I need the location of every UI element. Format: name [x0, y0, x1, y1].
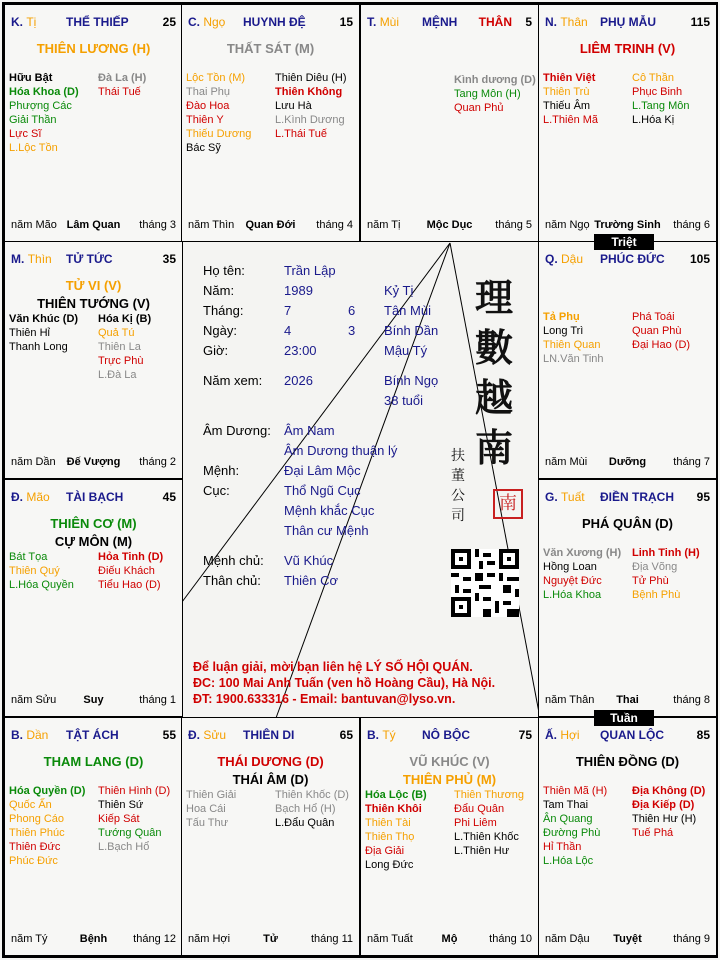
star: Thiên Đức	[9, 841, 61, 853]
palace-can: B.	[367, 728, 379, 742]
star: Hóa Quyền (D)	[9, 785, 86, 797]
palace-year: năm Dậu	[545, 933, 590, 945]
main-star: THÁI ÂM (D)	[232, 772, 309, 787]
palace-stage: Dưỡng	[608, 456, 647, 468]
left-stars	[365, 788, 427, 872]
main-star: PHÁ QUÂN (D)	[582, 516, 673, 531]
star: Phi Liêm	[454, 817, 497, 829]
palace-header	[11, 252, 176, 268]
star: Thiên Quan	[543, 339, 601, 351]
palace-number: 85	[696, 728, 710, 742]
palace-month: tháng 8	[673, 694, 710, 706]
view-year-value: 2026	[284, 373, 313, 388]
star: Tướng Quân	[98, 827, 162, 839]
palace-dau	[538, 241, 717, 479]
star: Trực Phù	[98, 355, 144, 367]
palace-thin	[4, 241, 183, 479]
palace-name: TỬ TỨC	[66, 252, 113, 266]
cuc-relation: Mệnh khắc Cục	[284, 503, 375, 518]
star: Phá Toái	[632, 311, 675, 323]
left-stars	[543, 310, 604, 366]
star: Quan Phù	[632, 325, 682, 337]
contact-address: ĐC: 100 Mai Anh Tuấn (ven hồ Hoàng Cầu), Hà Nội.	[193, 676, 496, 690]
view-year-label: Năm xem:	[203, 373, 263, 388]
star: Phong Cáo	[9, 813, 65, 825]
star: Văn Xương (H)	[543, 547, 622, 559]
star: L.Hóa Kị	[632, 114, 675, 126]
palace-number: 15	[339, 15, 353, 29]
star: Thiên Không	[275, 86, 343, 98]
left-stars	[186, 788, 236, 830]
star: Long Đức	[365, 859, 414, 871]
palace-number: 45	[162, 490, 176, 504]
star: Thiên Sứ	[98, 799, 144, 811]
star: Văn Khúc (D)	[9, 313, 79, 325]
palace-can: K.	[11, 15, 23, 29]
right-stars	[454, 73, 536, 115]
main-star: THÁI DƯƠNG (D)	[217, 754, 324, 769]
star: Quan Phủ	[454, 102, 504, 114]
palace-name: NÔ BỘC	[422, 728, 470, 742]
palace-year: năm Tuất	[367, 933, 413, 945]
month-canchi: Tân Mùi	[384, 303, 431, 318]
star: LN.Văn Tinh	[543, 353, 604, 365]
left-stars	[543, 784, 607, 868]
day-lunar: 3	[348, 323, 356, 338]
palace-header	[545, 15, 710, 31]
star: Thiên La	[98, 341, 141, 353]
star: Ân Quang	[543, 813, 593, 825]
palace-ngo	[181, 4, 360, 242]
palace-header	[11, 490, 176, 506]
center-info-panel	[181, 241, 538, 717]
main-star: VŨ KHÚC (V)	[409, 754, 490, 769]
palace-month: tháng 2	[139, 456, 176, 468]
month-lunar: 6	[348, 303, 356, 318]
menh-label: Mệnh:	[203, 463, 240, 478]
star: Tuế Phá	[632, 827, 674, 839]
star: Thiên Việt	[543, 72, 596, 84]
main-star: THIÊN PHỦ (M)	[402, 772, 497, 787]
palace-chi: Tuất	[561, 490, 585, 504]
amduong-label: Âm Dương:	[203, 423, 271, 438]
palace-footer	[11, 694, 176, 708]
palace-year: năm Tị	[367, 219, 401, 231]
palace-stage: Mộc Dục	[426, 219, 473, 231]
star: Hồng Loan	[543, 561, 597, 573]
palace-year: năm Thân	[545, 694, 595, 706]
star: Thiên Trù	[543, 86, 590, 98]
palace-can: G.	[545, 490, 558, 504]
star: Hỏa Tinh (D)	[98, 551, 164, 563]
palace-number: 55	[162, 728, 176, 742]
palace-name: PHỤ MẪU	[600, 15, 656, 29]
year-value: 1989	[284, 283, 313, 298]
cuc-label: Cục:	[203, 483, 230, 498]
star: Thiên Hình (D)	[98, 785, 171, 797]
star: Nguyệt Đức	[543, 575, 602, 587]
palace-footer	[11, 456, 176, 470]
palace-header	[545, 252, 710, 268]
star: Cô Thần	[632, 72, 674, 84]
palace-chi: Dậu	[561, 252, 584, 266]
palace-header	[545, 490, 710, 506]
star: Phục Binh	[632, 86, 683, 98]
right-stars	[275, 71, 347, 141]
amduong-note: Âm Dương thuận lý	[284, 443, 398, 458]
hour-label: Giờ:	[203, 343, 229, 358]
main-star: LIÊM TRINH (V)	[579, 41, 676, 56]
palace-footer	[545, 933, 710, 947]
palace-header	[367, 728, 532, 744]
star: Đẩu Quân	[454, 803, 505, 815]
star: Tiểu Hao (D)	[98, 579, 161, 591]
star: Thiên Tài	[365, 817, 411, 829]
palace-stage: Quan Đới	[245, 219, 296, 231]
star: L.Đà La	[98, 369, 137, 381]
triet-tag: Triệt	[594, 234, 654, 250]
right-stars	[632, 310, 690, 352]
main-star: THẤT SÁT (M)	[226, 41, 315, 56]
hour-value: 23:00	[284, 343, 317, 358]
main-star: THIÊN LƯƠNG (H)	[36, 41, 151, 56]
qr-code-icon	[451, 549, 519, 617]
palace-month: tháng 11	[310, 933, 353, 945]
palace-chi: Sửu	[203, 728, 227, 742]
calligraphy-logo: 理 數 越 南	[474, 275, 513, 470]
than-chu-value: Thiên Cơ	[284, 573, 339, 588]
palace-than-marker: THÂN	[478, 15, 512, 29]
star: Quả Tú	[98, 327, 135, 339]
palace-mui	[360, 4, 539, 242]
palace-can: Đ.	[11, 490, 23, 504]
palace-header	[188, 15, 353, 31]
star: L.Kình Dương	[275, 114, 345, 126]
main-star: THIÊN ĐỒNG (D)	[575, 754, 680, 769]
palace-header	[545, 728, 710, 744]
star: Thái Tuế	[98, 86, 141, 98]
palace-stage: Đế Vượng	[66, 456, 121, 468]
right-stars	[98, 71, 146, 99]
palace-number: 95	[696, 490, 710, 504]
star: Bác Sỹ	[186, 142, 221, 154]
palace-ti	[4, 4, 183, 242]
hour-canchi: Mậu Tý	[384, 343, 428, 358]
palace-month: tháng 9	[673, 933, 710, 945]
day-value: 4	[284, 323, 292, 338]
palace-stage: Lâm Quan	[66, 219, 121, 231]
left-stars	[9, 784, 85, 868]
palace-header	[11, 15, 176, 31]
palace-chi: Mão	[26, 490, 50, 504]
palace-header	[367, 15, 532, 31]
palace-chi: Hợi	[560, 728, 580, 742]
palace-name: PHÚC ĐỨC	[600, 252, 665, 266]
month-label: Tháng:	[203, 303, 244, 318]
than-chu-label: Thân chủ:	[203, 573, 261, 588]
palace-month: tháng 1	[139, 694, 176, 706]
contact-block	[193, 659, 495, 707]
calligraphy-side: 扶 董 公 司	[451, 448, 465, 524]
palace-year: năm Ngọ	[545, 219, 590, 231]
palace-name: HUYNH ĐỆ	[243, 15, 306, 29]
star: Thiếu Âm	[543, 100, 591, 112]
star: Thiên Quý	[9, 565, 60, 577]
menh-chu-value: Vũ Khúc	[284, 553, 334, 568]
star: Đường Phù	[543, 827, 601, 839]
star: L.Tang Môn	[632, 100, 690, 112]
right-stars	[98, 550, 163, 592]
palace-number: 65	[339, 728, 353, 742]
star: Thiên Hư (H)	[632, 813, 697, 825]
name-label: Họ tên:	[203, 263, 245, 278]
left-stars	[9, 71, 79, 155]
palace-name: MỆNH	[422, 15, 458, 29]
palace-can: C.	[188, 15, 200, 29]
palace-number: 105	[689, 252, 710, 266]
right-stars	[98, 784, 170, 854]
star: Bệnh Phù	[632, 589, 681, 601]
star: Thiên Hỉ	[9, 327, 50, 339]
star: L.Đẩu Quân	[275, 817, 335, 829]
star: Thiên Thọ	[365, 831, 415, 843]
palace-month: tháng 5	[495, 219, 532, 231]
main-star: CỰ MÔN (M)	[54, 534, 133, 549]
palace-name: QUAN LỘC	[600, 728, 664, 742]
palace-footer	[545, 219, 710, 233]
palace-name: THỂ THIẾP	[66, 15, 129, 29]
star: Địa Võng	[632, 561, 678, 573]
palace-hoi	[538, 717, 717, 956]
menh-value: Đại Lâm Mộc	[284, 463, 361, 478]
left-stars	[543, 546, 621, 602]
main-star: TỬ VI (V)	[65, 278, 122, 293]
palace-stage: Bệnh	[79, 933, 108, 945]
star: L.Thiên Mã	[543, 114, 599, 126]
palace-month: tháng 4	[316, 219, 353, 231]
palace-month: tháng 10	[489, 933, 532, 945]
star: Hữu Bật	[9, 72, 53, 84]
star: Hoa Cái	[186, 803, 226, 815]
palace-ty	[360, 717, 539, 956]
star: Kình dương (D)	[454, 74, 536, 86]
star: Lưu Hà	[275, 100, 312, 112]
palace-suu	[181, 717, 360, 956]
star: Bạch Hổ (H)	[275, 803, 336, 815]
palace-number: 115	[690, 15, 710, 29]
star: Địa Kiếp (D)	[632, 799, 695, 811]
palace-month: tháng 3	[139, 219, 176, 231]
star: Tử Phù	[632, 575, 669, 587]
palace-year: năm Thìn	[188, 219, 235, 231]
palace-stage: Suy	[83, 694, 104, 706]
star: Hóa Kị (B)	[98, 313, 152, 325]
palace-year: năm Hợi	[188, 933, 231, 945]
star: L.Thái Tuế	[275, 128, 327, 140]
palace-tuat	[538, 479, 717, 717]
star: L.Thiên Hư	[454, 845, 510, 857]
left-stars	[9, 312, 78, 354]
star: Địa Giải	[365, 845, 405, 857]
star: Tấu Thư	[186, 817, 229, 829]
palace-chi: Ngọ	[203, 15, 226, 29]
right-stars	[98, 312, 151, 382]
contact-invite: Để luận giải, mời bạn liên hệ LÝ SỐ HỘI QUÁN.	[193, 660, 473, 674]
star: Thiên Phúc	[9, 827, 65, 839]
right-stars	[632, 546, 700, 602]
palace-can: Ấ.	[545, 728, 557, 742]
palace-can: Đ.	[188, 728, 200, 742]
cuc-value: Thổ Ngũ Cục	[284, 483, 361, 498]
star: L.Hóa Quyền	[9, 579, 74, 591]
star: Thiên Thương	[454, 789, 525, 801]
star: Linh Tinh (H)	[632, 547, 700, 559]
star: Phượng Các	[9, 100, 72, 112]
palace-number: 5	[525, 15, 532, 29]
star: Thiên Y	[186, 114, 224, 126]
palace-chi: Tị	[26, 15, 37, 29]
palace-can: Q.	[545, 252, 558, 266]
right-stars	[632, 71, 689, 127]
palace-stage: Tuyệt	[613, 933, 642, 945]
right-stars	[632, 784, 705, 840]
star: Tả Phụ	[543, 311, 580, 323]
palace-footer	[11, 933, 176, 947]
star: L.Hóa Lộc	[543, 855, 594, 867]
palace-year: năm Dần	[11, 456, 56, 468]
palace-number: 35	[162, 252, 176, 266]
left-stars	[543, 71, 598, 127]
palace-name: ĐIỀN TRẠCH	[600, 490, 674, 504]
main-star: THIÊN TƯỚNG (V)	[37, 296, 150, 311]
star: Lực Sĩ	[9, 128, 42, 140]
palace-chi: Tý	[382, 728, 396, 742]
star: Điếu Khách	[98, 565, 155, 577]
palace-footer	[367, 219, 532, 233]
star: Quốc Ấn	[9, 799, 52, 811]
palace-number: 25	[162, 15, 176, 29]
star: Đào Hoa	[186, 100, 230, 112]
star: L.Hóa Khoa	[543, 589, 602, 601]
palace-mao	[4, 479, 183, 717]
age-value: 38 tuổi	[384, 393, 424, 408]
palace-stage: Mộ	[441, 933, 458, 945]
palace-footer	[367, 933, 532, 947]
star: Kiếp Sát	[98, 813, 140, 825]
menh-chu-label: Mệnh chủ:	[203, 553, 264, 568]
view-year-canchi: Bính Ngọ	[384, 373, 439, 388]
left-stars	[186, 71, 251, 155]
star: L.Lộc Tồn	[9, 142, 58, 154]
star: L.Bạch Hổ	[98, 841, 150, 853]
star: Đà La (H)	[98, 72, 147, 84]
palace-footer	[11, 219, 176, 233]
palace-stage: Thai	[616, 694, 639, 706]
palace-chi: Thân	[560, 15, 588, 29]
left-stars	[9, 550, 74, 592]
palace-can: N.	[545, 15, 557, 29]
right-stars	[275, 788, 349, 830]
red-seal: 南	[493, 489, 523, 519]
palace-chi: Dần	[26, 728, 49, 742]
palace-can: M.	[11, 252, 25, 266]
star: Long Trì	[543, 325, 584, 337]
star: Thiếu Dương	[186, 128, 252, 140]
star: Đại Hao (D)	[632, 339, 691, 351]
palace-footer	[188, 933, 353, 947]
year-canchi: Kỷ Tị	[384, 283, 414, 298]
palace-stage: Tử	[263, 933, 278, 945]
star: Thanh Long	[9, 341, 68, 353]
palace-name: THIÊN DI	[243, 728, 295, 742]
day-canchi: Bính Dần	[384, 323, 439, 338]
star: Địa Không (D)	[632, 785, 706, 797]
palace-year: năm Mùi	[545, 456, 588, 468]
palace-chi: Thìn	[27, 252, 52, 266]
palace-month: tháng 12	[133, 933, 176, 945]
palace-number: 75	[518, 728, 532, 742]
star: Thiên Khôi	[365, 803, 422, 815]
year-label: Năm:	[203, 283, 235, 298]
palace-chi: Mùi	[379, 15, 400, 29]
palace-dan	[4, 717, 183, 956]
palace-year: năm Mão	[11, 219, 57, 231]
star: Tang Môn (H)	[454, 88, 521, 100]
palace-month: tháng 6	[673, 219, 710, 231]
palace-footer	[545, 694, 710, 708]
palace-footer	[545, 456, 710, 470]
star: Hỉ Thần	[543, 841, 582, 853]
star: Thiên Diêu (H)	[275, 72, 347, 84]
star: Thiên Mã (H)	[543, 785, 608, 797]
contact-phone-email: ĐT: 1900.633316 - Email: bantuvan@lyso.vn.	[193, 692, 456, 706]
palace-than	[538, 4, 717, 242]
main-star: THIÊN CƠ (M)	[50, 516, 137, 531]
star: Hóa Khoa (D)	[9, 86, 79, 98]
palace-header	[11, 728, 176, 744]
star: Thai Phụ	[186, 86, 231, 98]
star: Thiên Giải	[186, 789, 237, 801]
month-value: 7	[284, 303, 292, 318]
palace-year: năm Tý	[11, 933, 48, 945]
name-value: Trần Lập	[284, 263, 336, 278]
tuan-tag: Tuần	[594, 710, 654, 726]
star: Hóa Lộc (B)	[365, 789, 427, 801]
palace-header	[188, 728, 353, 744]
star: Bát Tọa	[9, 551, 48, 563]
star: Giải Thần	[9, 114, 57, 126]
star: L.Thiên Khốc	[454, 831, 519, 843]
right-stars	[454, 788, 524, 858]
palace-footer	[188, 219, 353, 233]
palace-name: TÀI BẠCH	[66, 490, 124, 504]
palace-month: tháng 7	[673, 456, 710, 468]
star: Tam Thai	[543, 799, 589, 811]
than-position: Thân cư Mệnh	[284, 523, 369, 538]
star: Lộc Tồn (M)	[186, 72, 246, 84]
star: Phúc Đức	[9, 855, 58, 867]
palace-year: năm Sửu	[11, 694, 57, 706]
palace-can: B.	[11, 728, 23, 742]
star: Thiên Khốc (D)	[275, 789, 349, 801]
palace-stage: Trường Sinh	[594, 219, 661, 231]
palace-can: T.	[367, 15, 377, 29]
amduong-value: Âm Nam	[284, 423, 335, 438]
day-label: Ngày:	[203, 323, 237, 338]
palace-name: TẬT ÁCH	[66, 728, 119, 742]
main-star: THAM LANG (D)	[43, 754, 144, 769]
